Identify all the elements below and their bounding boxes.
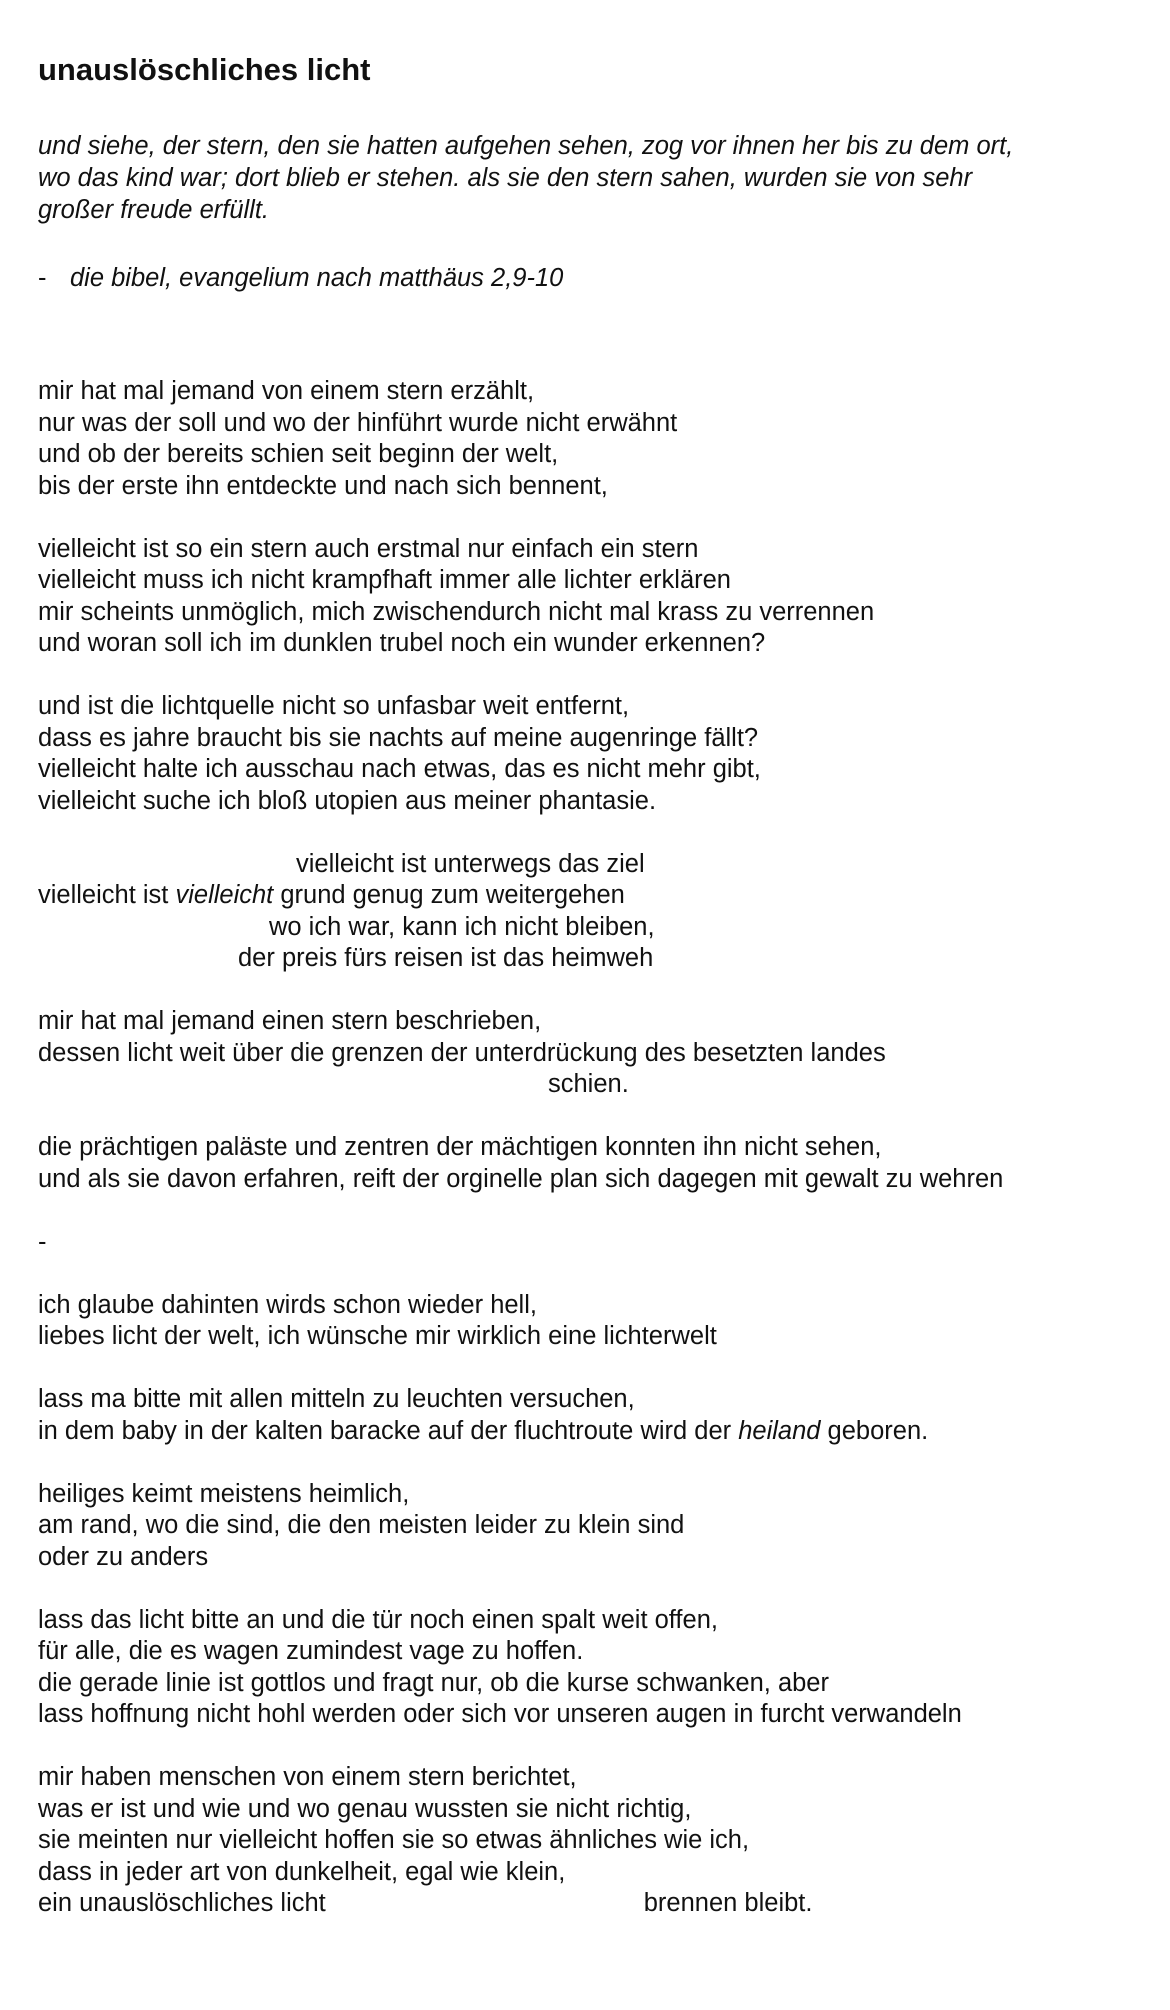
poem-line: die gerade linie ist gottlos und fragt nur, ob die kurse schwanken, aber	[38, 1668, 829, 1697]
separator-dash: -	[38, 1227, 47, 1256]
poem-line	[38, 880, 1148, 912]
poem-line: mir hat mal jemand von einem stern erzählt,	[38, 377, 535, 405]
epigraph-attribution	[38, 262, 1148, 294]
poem-line: und ob der bereits schien seit beginn der welt,	[38, 440, 559, 468]
poem-line	[38, 1416, 1148, 1448]
stanza-7	[38, 1290, 1148, 1353]
poem-title: unauslöschliches licht	[38, 52, 371, 87]
epigraph-line: großer freude erfüllt.	[38, 196, 270, 224]
stanza-4	[38, 849, 1148, 975]
poem-line: mir scheints unmöglich, mich zwischendurch nicht mal krass zu verrennen	[38, 597, 875, 626]
poem-line: oder zu anders	[38, 1542, 209, 1571]
emphasized-word: heiland	[738, 1416, 821, 1445]
poem-line: und als sie davon erfahren, reift der orginelle plan sich dagegen mit gewalt zu wehren	[38, 1164, 1004, 1193]
poem-line: ich glaube dahinten wirds schon wieder hell,	[38, 1290, 537, 1319]
stanza-3	[38, 691, 1148, 817]
poem-line: heiliges keimt meistens heimlich,	[38, 1479, 410, 1508]
stanza-1	[38, 376, 1148, 502]
poem-line-indented: schien.	[548, 1070, 629, 1098]
poem-line: mir hat mal jemand einen stern beschrieben,	[38, 1007, 542, 1035]
poem-line: und woran soll ich im dunklen trubel noch ein wunder erkennen?	[38, 629, 766, 657]
poem-line: was er ist und wie und wo genau wussten sie nicht richtig,	[38, 1794, 692, 1823]
poem-line: dass in jeder art von dunkelheit, egal wie klein,	[38, 1857, 566, 1886]
poem-line: mir haben menschen von einem stern berichtet,	[38, 1763, 577, 1791]
poem-line: dass es jahre braucht bis sie nachts auf meine augenringe fällt?	[38, 723, 759, 752]
stanza-8	[38, 1384, 1148, 1447]
poem-line: lass das licht bitte an und die tür noch einen spalt weit offen,	[38, 1605, 718, 1634]
section-separator	[38, 1227, 1148, 1259]
attribution-dash: -	[38, 264, 47, 292]
attribution-source: die bibel, evangelium nach matthäus 2,9-10	[70, 264, 564, 292]
epigraph-line: wo das kind war; dort blieb er stehen. als sie den stern sahen, wurden sie von sehr	[38, 164, 973, 192]
poem-line: liebes licht der welt, ich wünsche mir wirklich eine lichterwelt	[38, 1322, 717, 1350]
poem-line: vielleicht ist so ein stern auch erstmal nur einfach ein stern	[38, 534, 699, 563]
poem-document	[38, 50, 1148, 1951]
poem-line: sie meinten nur vielleicht hoffen sie so etwas ähnliches wie ich,	[38, 1826, 750, 1854]
poem-line: und ist die lichtquelle nicht so unfasbar weit entfernt,	[38, 692, 630, 720]
emphasized-word: vielleicht	[175, 881, 274, 909]
line-text: in dem baby in der kalten baracke auf der fluchtroute wird der	[38, 1416, 739, 1445]
poem-line: für alle, die es wagen zumindest vage zu hoffen.	[38, 1637, 584, 1665]
poem-line: die prächtigen paläste und zentren der mächtigen konnten ihn nicht sehen,	[38, 1133, 882, 1161]
stanza-5	[38, 1006, 1148, 1101]
poem-line-indented: wo ich war, kann ich nicht bleiben,	[269, 912, 655, 941]
poem-line-indented: vielleicht ist unterwegs das ziel	[296, 849, 645, 878]
line-text: ein unauslöschliches licht	[38, 1889, 326, 1917]
poem-line: lass hoffnung nicht hohl werden oder sich vor unseren augen in furcht verwandeln	[38, 1700, 962, 1728]
poem-line: am rand, wo die sind, die den meisten leider zu klein sind	[38, 1511, 685, 1539]
line-text: grund genug zum weitergehen	[273, 881, 625, 909]
epigraph	[38, 130, 1148, 294]
stanza-11	[38, 1762, 1148, 1920]
stanza-9	[38, 1479, 1148, 1574]
poem-line: lass ma bitte mit allen mitteln zu leuchten versuchen,	[38, 1385, 635, 1413]
poem-line: vielleicht muss ich nicht krampfhaft immer alle lichter erklären	[38, 566, 731, 594]
stanza-10	[38, 1605, 1148, 1731]
stanza-6	[38, 1132, 1148, 1195]
line-text: geboren.	[820, 1416, 929, 1445]
stanza-2	[38, 534, 1148, 660]
poem-line-indented: der preis fürs reisen ist das heimweh	[238, 944, 654, 972]
poem-line: bis der erste ihn entdeckte und nach sich bennent,	[38, 471, 608, 500]
line-text: vielleicht ist	[38, 881, 176, 909]
poem-line: vielleicht halte ich ausschau nach etwas, das es nicht mehr gibt,	[38, 755, 761, 783]
poem-line	[38, 1888, 1148, 1920]
poem-line: dessen licht weit über die grenzen der unterdrückung des besetzten landes	[38, 1038, 886, 1067]
poem-line: nur was der soll und wo der hinführt wurde nicht erwähnt	[38, 408, 678, 437]
epigraph-line: und siehe, der stern, den sie hatten aufgehen sehen, zog vor ihnen her bis zu dem ort,	[38, 132, 1014, 160]
poem-line: vielleicht suche ich bloß utopien aus meiner phantasie.	[38, 786, 657, 815]
line-text: brennen bleibt.	[643, 1889, 813, 1917]
